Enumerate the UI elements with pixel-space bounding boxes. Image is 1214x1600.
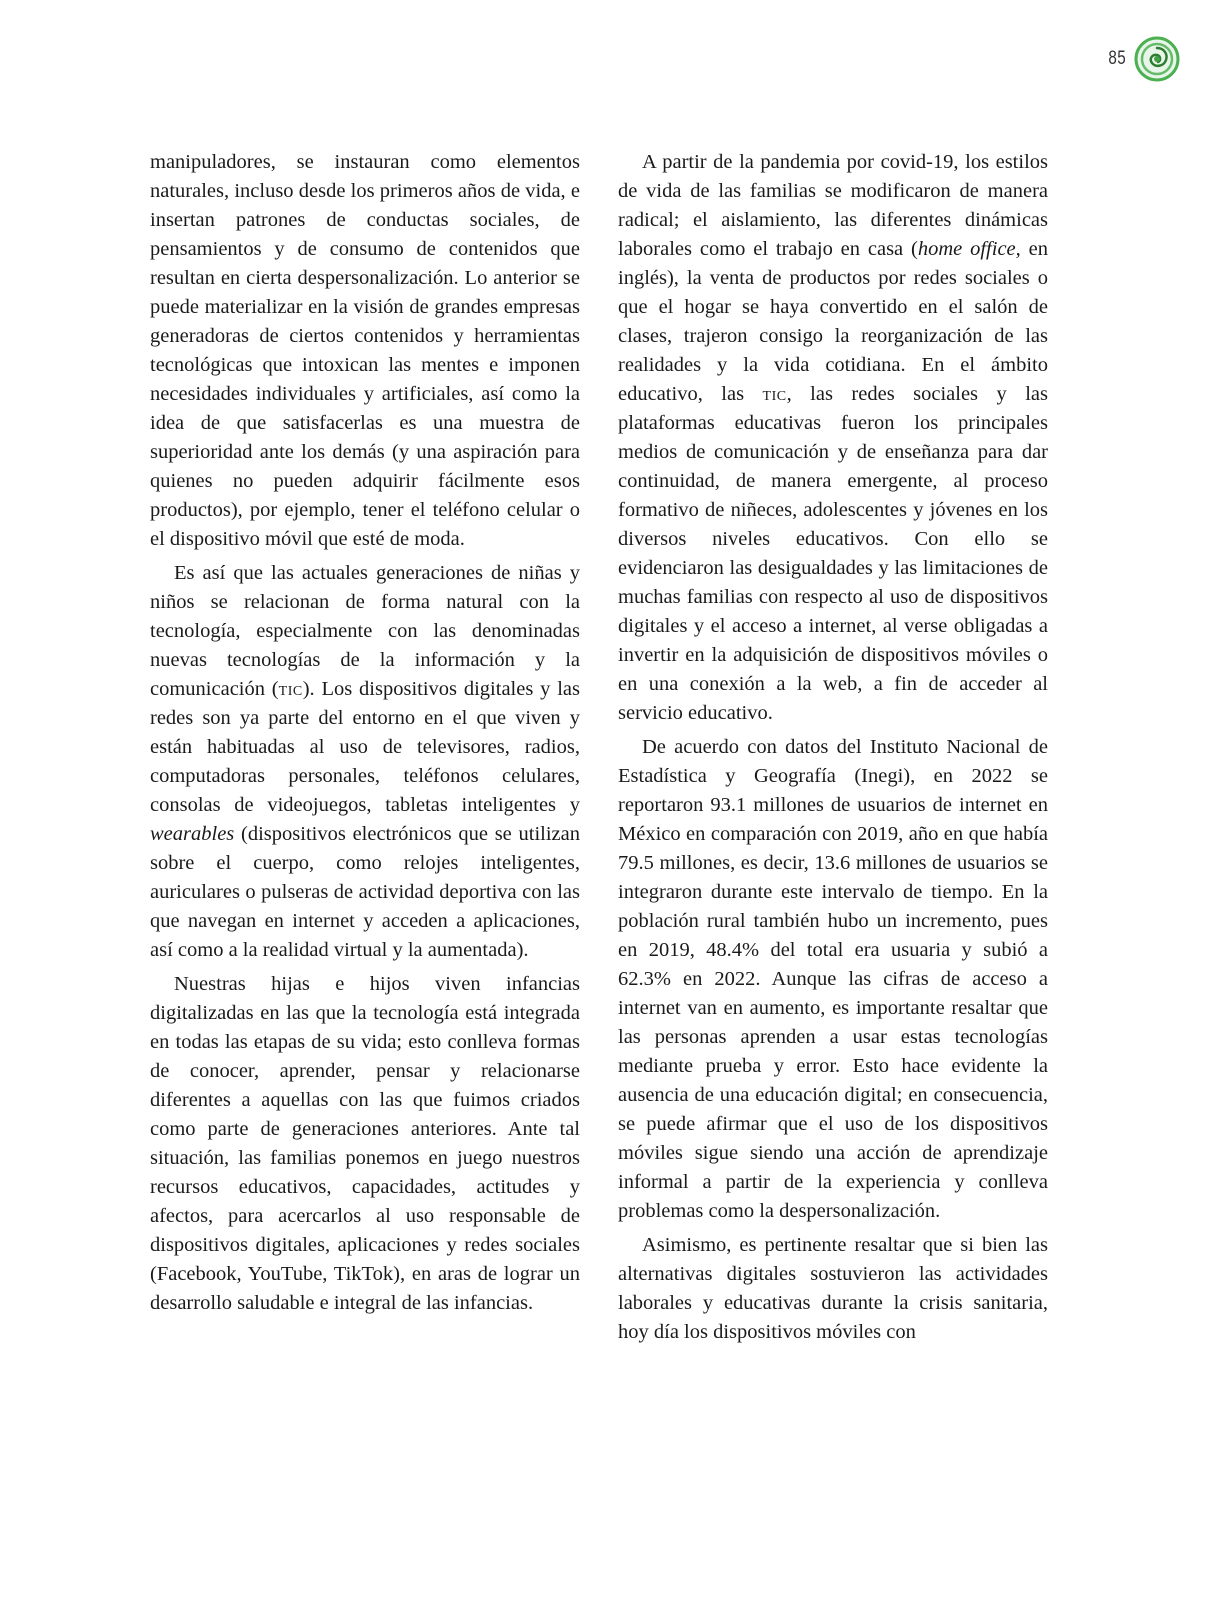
paragraph: De acuerdo con datos del Instituto Nacional de Estadística y Geografía (Inegi), en 2022 se reportaron 93.1 millones de usuarios de internet en México en comparación con 2019, año en que había 79.5 millones, es decir, 13.6 millones de usuarios se integraron durante este intervalo de tiempo. En la población rural también hubo un incremento, pues en 2019, 48.4% del total era usuaria y subió a 62.3% en 2022. Aunque las cifras de acceso a internet van en aumento, es importante resaltar que las personas aprenden a usar estas tecnologías mediante prueba y error. Esto hace evidente la ausencia de una educación digital; en consecuencia, se puede afirmar que el uso de los dispositivos móviles sigue siendo una acción de aprendizaje informal a partir de la experiencia y conlleva problemas como la despersonalización.: [618, 736, 1048, 1222]
acronym-tic: tic: [278, 678, 303, 700]
acronym-tic: tic: [762, 383, 787, 405]
paragraph: [618, 148, 1048, 728]
paragraph: Nuestras hijas e hijos viven infancias digitalizadas en las que la tecnología está integrada en todas las etapas de su vida; esto conlleva formas de conocer, aprender, pensar y relacionarse diferentes a aquellas con las que fuimos criados como parte de generaciones anteriores. Ante tal situación, las familias ponemos en juego nuestros recursos educativos, capacidades, actitudes y afectos, para acercarlos al uso responsable de dispositivos digitales, aplicaciones y redes sociales (Facebook, YouTube, TikTok), en aras de lograr un desarrollo saludable e integral de las infancias.: [150, 973, 580, 1314]
paragraph-text: (dispositivos electrónicos que se utilizan sobre el cuerpo, como relojes inteligentes, auriculares o pulseras de actividad deportiva con las que navegan en internet y acceden a aplicaciones, así como a la realidad virtual y la aumentada).: [150, 823, 580, 961]
page-number: 85: [1108, 48, 1126, 69]
italic-term: wearables: [150, 823, 235, 845]
paragraph: Asimismo, es pertinente resaltar que si bien las alternativas digitales sostuvieron las actividades laborales y educativas durante la crisis sanitaria, hoy día los dispositivos móviles con: [618, 1234, 1048, 1343]
page-header: [1104, 36, 1180, 82]
paragraph-text: , las redes sociales y las plataformas educativas fueron los principales medios de comunicación y de enseñanza para dar continuidad, de manera emergente, al proceso formativo de niñeces, adolescentes y jóvenes en los diversos niveles educativos. Con ello se evidenciaron las desigualdades y las limitaciones de muchas familias con respecto al uso de dispositivos digitales y el acceso a internet, al verse obligadas a invertir en la adquisición de dispositivos móviles o en una conexión a la web, a fin de acceder al servicio educativo.: [618, 383, 1048, 724]
paragraph-text: en inglés), la venta de productos por redes sociales o que el hogar se haya convertido en el salón de clases, trajeron consigo la reorganización de las realidades y la vida cotidiana. En el ámbito educativo, las: [618, 238, 1048, 405]
spiral-leaf-icon: [1134, 36, 1180, 82]
right-column: [618, 148, 1048, 1352]
left-column: [150, 148, 580, 1323]
paragraph-text: A partir de la pandemia por covid-19, los estilos de vida de las familias se modificaron de manera radical; el aislamiento, las diferentes dinámicas laborales como el trabajo en casa (: [618, 151, 1048, 260]
italic-term: home office,: [917, 238, 1021, 260]
paragraph: [150, 559, 580, 965]
paragraph-text: Es así que las actuales generaciones de niñas y niños se relacionan de forma natural con la tecnología, especialmente con las denominadas nuevas tecnologías de la información y la comunicación (: [150, 562, 580, 700]
paragraph: manipuladores, se instauran como elementos naturales, incluso desde los primeros años de vida, e insertan patrones de conductas sociales, de pensamientos y de consumo de contenidos que resultan en cierta despersonalización. Lo anterior se puede materializar en la visión de grandes empresas generadoras de ciertos contenidos y herramientas tecnológicas que intoxican las mentes e imponen necesidades individuales y artificiales, así como la idea de que satisfacerlas es una muestra de superioridad ante los demás (y una aspiración para quienes no pueden adquirir fácilmente esos productos), por ejemplo, tener el teléfono celular o el dispositivo móvil que esté de moda.: [150, 151, 580, 550]
paragraph-text: ). Los dispositivos digitales y las redes son ya parte del entorno en el que viven y están habituadas al uso de televisores, radios, computadoras personales, teléfonos celulares, consolas de videojuegos, tabletas inteligentes y: [150, 678, 580, 816]
